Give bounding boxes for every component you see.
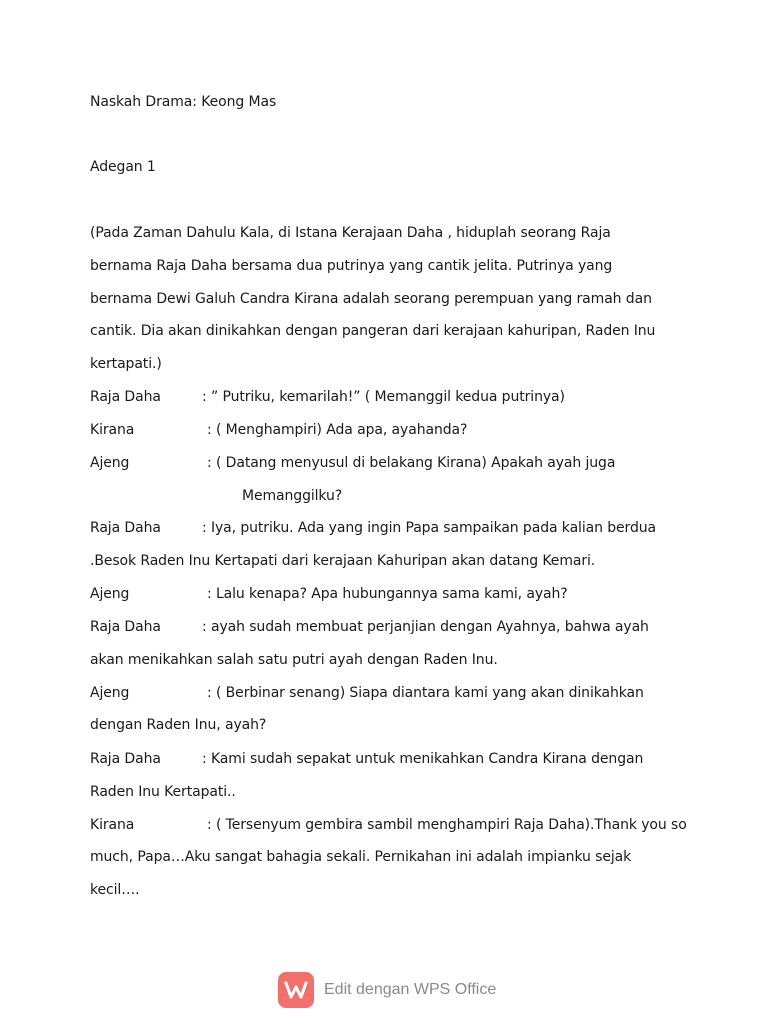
dialogue-text: : ( Menghampiri) Ada apa, ayahanda? [207,422,468,438]
wps-logo-icon[interactable] [278,972,314,1008]
narration-line: kertapati.) [90,356,162,372]
wps-edit-label[interactable]: Edit dengan WPS Office [324,981,497,998]
dialogue-line [90,585,568,603]
speaker-name: Ajeng [90,455,130,471]
wps-w-glyph-icon [284,980,308,1000]
narration-line: (Pada Zaman Dahulu Kala, di Istana Kerajaan Daha , hiduplah seorang Raja [90,225,611,241]
dialogue-text: : ( Datang menyusul di belakang Kirana) Apakah ayah juga [207,455,616,471]
dialogue-continuation: kecil…. [90,882,140,898]
speaker-name: Kirana [90,817,135,833]
dialogue-text: : ( Berbinar senang) Siapa diantara kami yang akan dinikahkan [207,685,644,701]
dialogue-line [90,684,644,702]
speaker-name: Ajeng [90,586,130,602]
dialogue-text: : ( Tersenyum gembira sambil menghampiri Raja Daha).Thank you so [207,817,687,833]
speaker-name: Raja Daha [90,619,161,635]
dialogue-continuation: dengan Raden Inu, ayah? [90,717,267,733]
narration-line: cantik. Dia akan dinikahkan dengan pangeran dari kerajaan kahuripan, Raden Inu [90,323,656,339]
speaker-name: Kirana [90,422,135,438]
dialogue-line [90,816,687,834]
dialogue-line [90,519,656,537]
dialogue-continuation: akan menikahkan salah satu putri ayah dengan Raden Inu. [90,652,498,668]
dialogue-text: : Iya, putriku. Ada yang ingin Papa sampaikan pada kalian berdua [202,520,656,536]
document-title: Naskah Drama: Keong Mas [90,94,277,110]
dialogue-text: : ayah sudah membuat perjanjian dengan Ayahnya, bahwa ayah [202,619,649,635]
dialogue-line [90,454,615,472]
dialogue-continuation: Memanggilku? [242,488,343,504]
dialogue-line [90,750,643,768]
dialogue-continuation: much, Papa…Aku sangat bahagia sekali. Pernikahan ini adalah impianku sejak [90,849,632,865]
scene-heading: Adegan 1 [90,159,156,175]
speaker-name: Ajeng [90,685,130,701]
dialogue-continuation: Raden Inu Kertapati.. [90,784,236,800]
dialogue-text: : Kami sudah sepakat untuk menikahkan Candra Kirana dengan [202,751,644,767]
dialogue-text: : Lalu kenapa? Apa hubungannya sama kami, ayah? [207,586,568,602]
speaker-name: Raja Daha [90,751,161,767]
dialogue-line [90,618,649,636]
wps-edit-banner[interactable] [278,971,496,1009]
dialogue-line [90,421,467,439]
narration-line: bernama Raja Daha bersama dua putrinya yang cantik jelita. Putrinya yang [90,258,613,274]
speaker-name: Raja Daha [90,520,161,536]
dialogue-continuation: .Besok Raden Inu Kertapati dari kerajaan Kahuripan akan datang Kemari. [90,553,596,569]
dialogue-line [90,388,565,406]
narration-line: bernama Dewi Galuh Candra Kirana adalah seorang perempuan yang ramah dan [90,291,652,307]
dialogue-text: : ” Putriku, kemarilah!” ( Memanggil kedua putrinya) [202,389,565,405]
speaker-name: Raja Daha [90,389,161,405]
